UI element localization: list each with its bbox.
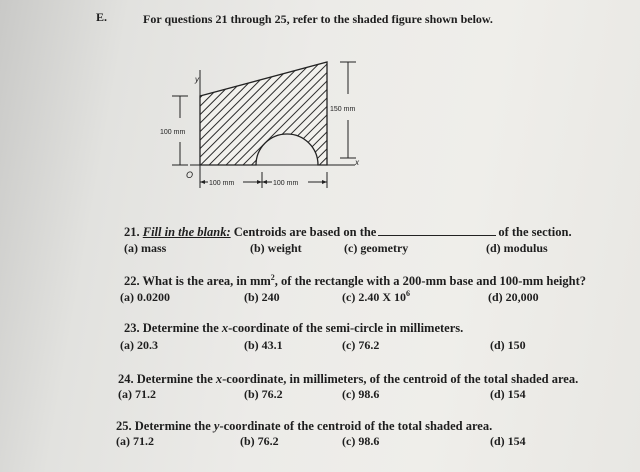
question-23 — [124, 321, 463, 336]
option-21b: (b) weight — [250, 241, 302, 255]
option-25d: (d) 154 — [490, 434, 526, 448]
question-text: Determine the — [136, 372, 213, 386]
option-23a: (a) 20.3 — [120, 338, 158, 352]
bottom-dimension-label-2: 100 mm — [273, 180, 299, 187]
option-21c: (c) geometry — [344, 241, 409, 255]
y-axis-label: y — [195, 75, 199, 84]
question-number: 25. — [116, 419, 132, 433]
question-text: What is the area, in mm — [142, 274, 271, 288]
option-23c: (c) 76.2 — [342, 338, 380, 352]
option-21a: (a) mass — [124, 241, 167, 255]
option-23d: (d) 150 — [490, 338, 526, 352]
origin-label: O — [186, 170, 194, 180]
option-22a: (a) 0.0200 — [120, 290, 170, 304]
option-24b: (b) 76.2 — [244, 387, 283, 401]
bottom-dimension-label-1: 100 mm — [209, 180, 235, 187]
question-21 — [124, 225, 572, 240]
question-text-end: -coordinate, in millimeters, of the centroid of the total shaded area. — [222, 372, 579, 386]
option-21d: (d) modulus — [486, 241, 548, 255]
question-text-end: -coordinate of the centroid of the total shaded area. — [219, 419, 493, 433]
left-dimension-label: 100 mm — [160, 129, 186, 136]
right-dimension-label: 150 mm — [330, 106, 356, 113]
option-22b: (b) 240 — [244, 290, 280, 304]
option-22d: (d) 20,000 — [488, 290, 539, 304]
question-number: 23. — [124, 321, 140, 335]
question-22 — [124, 274, 586, 289]
option-25a: (a) 71.2 — [116, 434, 154, 448]
coordinate-variable: x — [221, 321, 229, 335]
question-25 — [116, 419, 492, 434]
option-22c — [342, 290, 410, 305]
fill-in-lead: Fill in the blank: — [142, 225, 231, 239]
section-label: E. — [96, 10, 108, 24]
shaded-region — [200, 62, 327, 165]
superscript: 2 — [270, 272, 275, 282]
question-text-end: -coordinate of the semi-circle in millimeters. — [228, 321, 464, 335]
option-24d: (d) 154 — [490, 387, 526, 401]
question-text: Determine the — [142, 321, 219, 335]
option-24a: (a) 71.2 — [118, 387, 156, 401]
question-text-end: of the section. — [498, 225, 572, 239]
question-number: 24. — [118, 372, 134, 386]
option-23b: (b) 43.1 — [244, 338, 283, 352]
question-text: Determine the — [134, 419, 211, 433]
answer-blank — [378, 225, 496, 236]
question-text-end: , of the rectangle with a 200-mm base and 100-mm height? — [274, 274, 586, 288]
question-text: Centroids are based on the — [233, 225, 377, 239]
question-number: 21. — [124, 225, 140, 239]
option-22c-exponent: 6 — [405, 289, 410, 298]
option-24c: (c) 98.6 — [342, 387, 380, 401]
option-25b: (b) 76.2 — [240, 434, 279, 448]
coordinate-variable: x — [215, 372, 223, 386]
instruction-text: For questions 21 through 25, refer to the shaded figure shown below. — [143, 12, 493, 26]
x-axis-label: x — [355, 158, 359, 167]
question-24 — [118, 372, 578, 387]
coordinate-variable: y — [213, 419, 220, 433]
option-25c: (c) 98.6 — [342, 434, 380, 448]
option-22c-text: (c) 2.40 X 10 — [342, 290, 406, 304]
question-number: 22. — [124, 274, 140, 288]
